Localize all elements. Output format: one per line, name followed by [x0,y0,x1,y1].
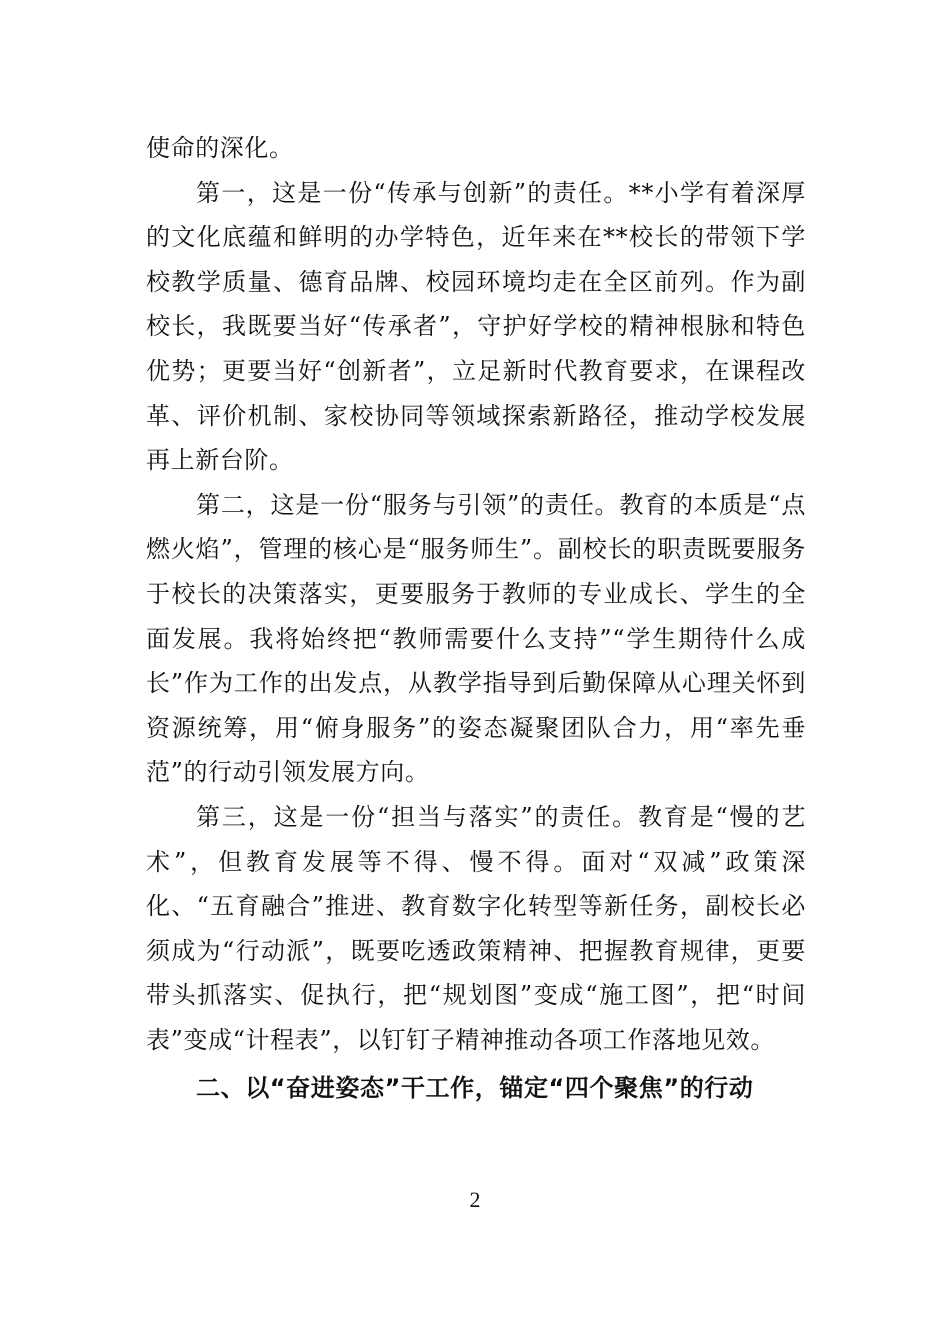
section-heading: 二、以“奋进姿态”干工作，锚定“四个聚焦”的行动 [196,1074,754,1103]
paragraph-third-responsibility: 第三，这是一份“担当与落实”的责任。教育是“慢的艺术”，但教育发展等不得、慢不得。面对“双减”政策深化、“五育融合”推进、教育数字化转型等新任务，副校长必须成为“行动派”，既要吃透政策精神、把握教育规律，更要带头抓落实、促执行，把“规划图”变成“施工图”，把“时间表”变成“计程表”，以钉钉子精神推动各项工作落地见效。 [146,802,806,1054]
paragraph-continuation: 使命的深化。 [146,134,294,162]
paragraph-second-responsibility: 第二，这是一份“服务与引领”的责任。教育的本质是“点燃火焰”，管理的核心是“服务师生”。副校长的职责既要服务于校长的决策落实，更要服务于教师的专业成长、学生的全面发展。我将始终把“教师需要什么支持”“学生期待什么成长”作为工作的出发点，从教学指导到后勤保障从心理关怀到资源统筹，用“俯身服务”的姿态凝聚团队合力，用“率先垂范”的行动引领发展方向。 [146,490,806,787]
paragraph-first-responsibility: 第一，这是一份“传承与创新”的责任。**小学有着深厚的文化底蕴和鲜明的办学特色，近年来在**校长的带领下学校教学质量、德育品牌、校园环境均走在全区前列。作为副校长，我既要当好“传承者”，守护好学校的精神根脉和特色优势；更要当好“创新者”，立足新时代教育要求，在课程改革、评价机制、家校协同等领域探索新路径，推动学校发展再上新台阶。 [146,178,806,475]
page-number: 2 [469,1187,481,1212]
document-body [146,126,806,1111]
